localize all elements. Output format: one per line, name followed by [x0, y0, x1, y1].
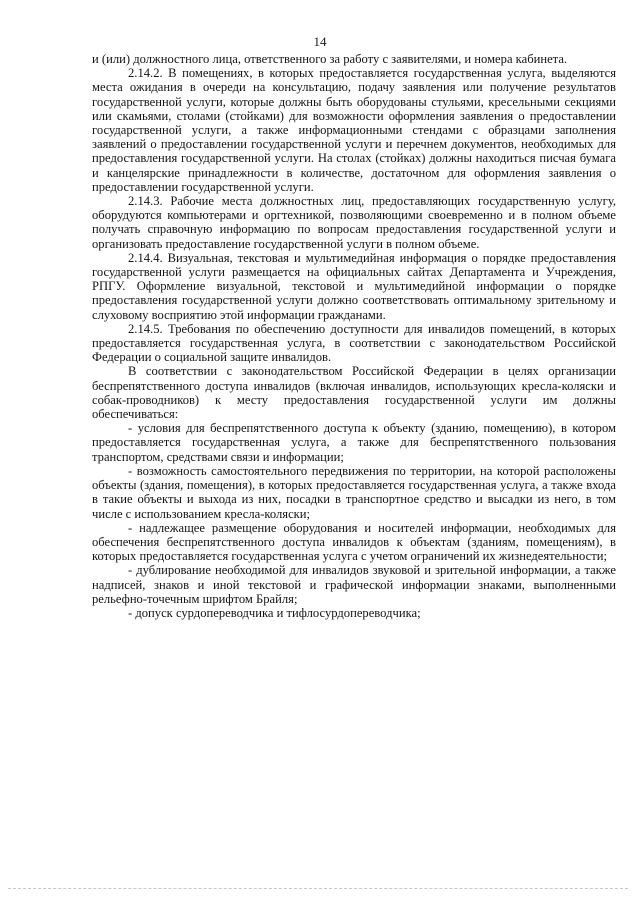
- paragraph-2-14-5: 2.14.5. Требования по обеспечению доступности для инвалидов помещений, в которых предоставляется государственная услуга, в соответствии с законодательством Российской Федерации о социальной защите инвалидов.: [92, 321, 616, 365]
- paragraph-2-14-4: 2.14.4. Визуальная, текстовая и мультимедийная информация о порядке предоставления государственной услуги размещается на официальных сайтах Департамента и Учреждения, РПГУ. Оформление визуальной, текстовой и мультимедийной информации о порядке предоставления государственной услуги должно соответствовать оптимальному зрительному и слуховому восприятию этой информации гражданами.: [92, 250, 616, 322]
- list-item-information-duplication: - дублирование необходимой для инвалидов звуковой и зрительной информации, а также надписей, знаков и иной текстовой и графической информации знаками, выполненными рельефно-точечным шрифтом Брайля;: [92, 563, 616, 606]
- scan-artifact-line: [8, 888, 628, 889]
- list-item-interpreter-admission: - допуск сурдопереводчика и тифлосурдопереводчика;: [128, 605, 421, 620]
- paragraph-accessibility-intro: В соответствии с законодательством Российской Федерации в целях организации беспрепятственного доступа инвалидов (включая инвалидов, использующих кресла-коляски и собак-проводников) к месту предоставления государственной услуги им должны обеспечиваться:: [92, 364, 616, 422]
- list-item-equipment-placement: - надлежащее размещение оборудования и носителей информации, необходимых для обеспечения беспрепятственного доступа инвалидов к объектам (зданиям, помещениям), в которых предоставляется государственная услуга с учетом ограничений их жизнедеятельности;: [92, 520, 616, 564]
- list-item-access-conditions: - условия для беспрепятственного доступа к объекту (зданию, помещению), в котором предоставляется государственная услуга, а также для беспрепятственного пользования транспортом, средствами связи и информации;: [92, 421, 616, 464]
- paragraph-2-14-2: 2.14.2. В помещениях, в которых предоставляется государственная услуга, выделяются места ожидания в очереди на консультацию, подачу заявления или получение результатов государственной услуги, которые должны быть оборудованы стульями, кресельными секциями или скамьями, столами (стойками) для возможности оформления заявления о предоставлении государственной услуги, а также информационными стендами с образцами заполнения заявлений о предоставлении государственной услуги и перечнем документов, необходимых для предоставления государственной услуги. На столах (стойках) должны находиться писчая бумага и канцелярские принадлежности в количестве, достаточном для оформления заявления о предоставлении государственной услуги.: [92, 66, 616, 194]
- page-number: 14: [313, 34, 327, 49]
- paragraph-continuation: и (или) должностного лица, ответственного за работу с заявителями, и номера кабинета.: [92, 52, 568, 66]
- list-item-movement: - возможность самостоятельного передвижения по территории, на которой расположены объекты (здания, помещения), в которых предоставляется государственная услуга, а также входа в такие объекты и выхода из них, посадки в транспортное средство и высадки из него, в том числе с использованием кресла-коляски;: [92, 463, 616, 521]
- document-body: [92, 52, 616, 620]
- paragraph-2-14-3: 2.14.3. Рабочие места должностных лиц, предоставляющих государственную услугу, оборудуются компьютерами и оргтехникой, позволяющими своевременно и в полном объеме получать справочную информацию по вопросам предоставления государственной услуги и организовать предоставление государственной услуги в полном объеме.: [92, 194, 616, 251]
